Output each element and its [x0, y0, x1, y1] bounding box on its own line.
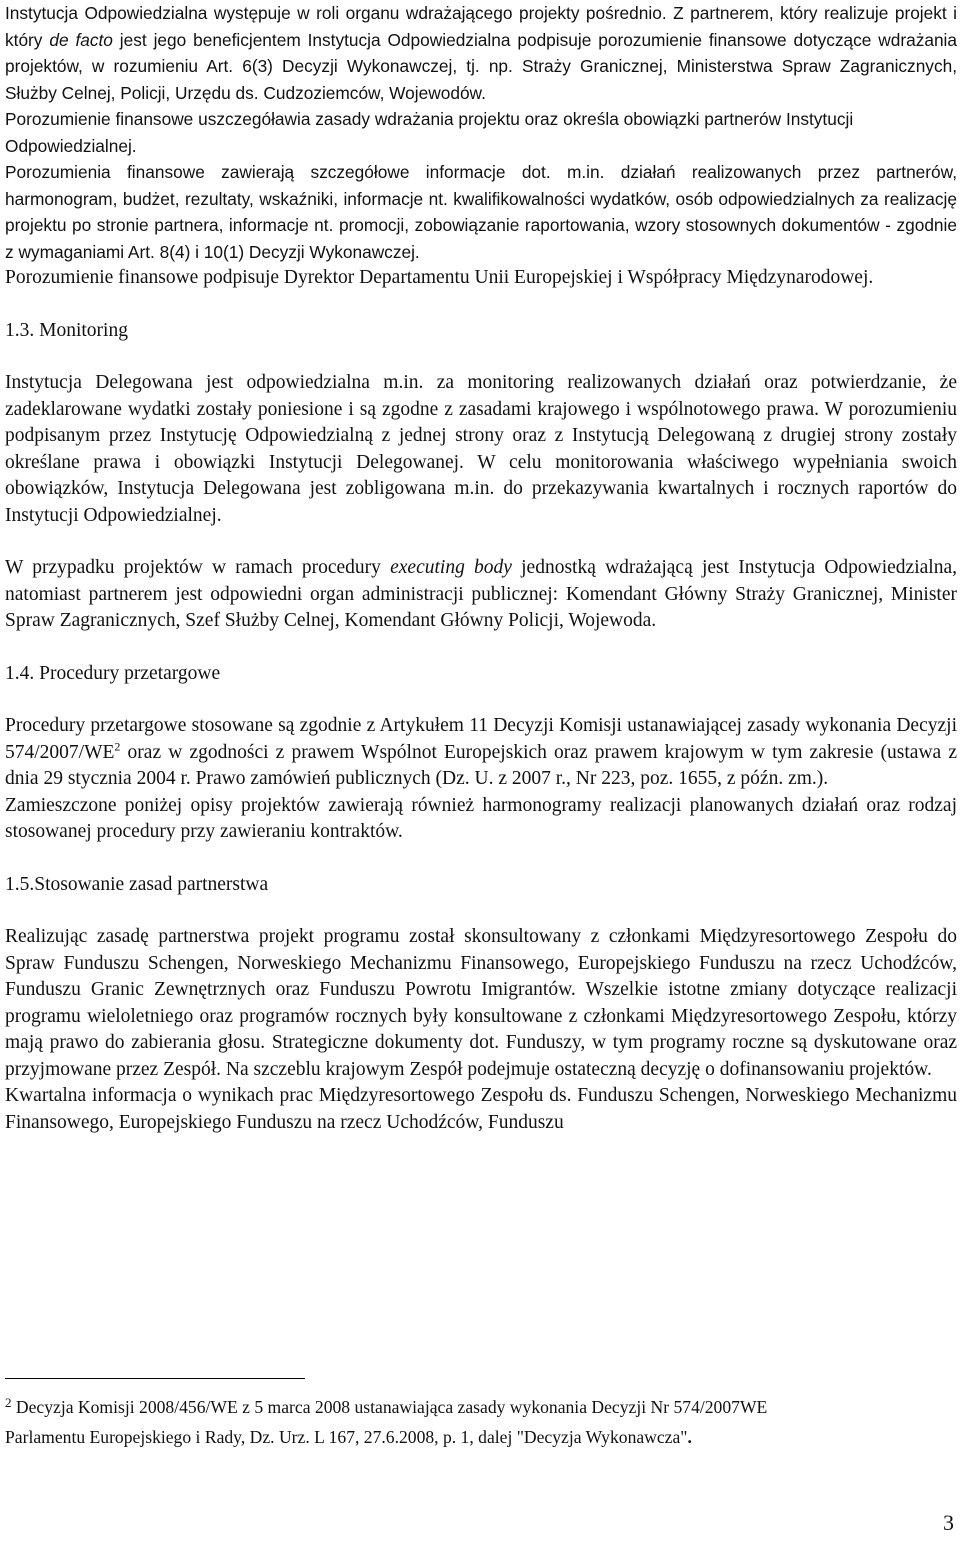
section-heading-partnership: 1.5.Stosowanie zasad partnerstwa	[5, 873, 269, 895]
monitoring-paragraph-1: Instytucja Delegowana jest odpowiedzialna m.in. za monitoring realizowanych działań oraz potwierdzanie, że zadeklarowane wydatki zostały poniesione i są zgodne z zasadami krajowego i wspólnotowego prawa. W porozumieniu podpisanym przez Instytucję Odpowiedzialną z jednej strony oraz z Instytucją Delegowaną z drugiej strony zostały określane prawa i obowiązki Instytucji Delegowanej. W celu monitorowania właściwego wypełniania swoich obowiązków, Instytucja Delegowana jest zobligowana m.in. do przekazywania kwartalnych i rocznych raportów do Instytucji Odpowiedzialnej.	[5, 372, 957, 526]
monitoring-p2-text-a: W przypadku projektów w ramach procedury	[5, 557, 391, 578]
footnote-reference: 2	[114, 739, 121, 753]
footnote-line-2	[5, 1422, 957, 1452]
monitoring-paragraph-2	[5, 555, 957, 635]
section-heading-monitoring: 1.3. Monitoring	[5, 319, 128, 341]
document-page	[5, 0, 957, 1136]
footnote-period: .	[687, 1427, 692, 1447]
monitoring-p2-text-b: jednostką wdrażającą jest Instytucja Odpowiedzialna, natomiast partnerem jest odpowiedni organ administracji publicznej: Komendant Główny Straży Granicznej, Minister Spraw Zagranicznych, Szef Służby Celnej, Komendant Główny Policji, Wojewoda.	[5, 557, 957, 631]
footnotes	[5, 1388, 957, 1452]
procurement-p1-text-b: oraz w zgodności z prawem Wspólnot Europejskich oraz prawem krajowym w tym zakresie (ustawa z dnia 29 stycznia 2004 r. Prawo zamówień publicznych (Dz. U. z 2007 r., Nr 223, poz. 1655, z późn. zm.).	[5, 741, 957, 789]
intro-p1-italic: de facto	[49, 29, 113, 50]
footnote-text-2: Parlamentu Europejskiego i Rady, Dz. Urz. L 167, 27.6.2008, p. 1, dalej "Decyzja Wykonawcza"	[5, 1427, 688, 1447]
procurement-p1-text-a: Procedury przetargowe stosowane są zgodnie z Artykułem 11 Decyzji Komisji ustanawiającej zasady wykonania Decyzji 574/2007/WE	[5, 715, 957, 763]
footnote-marker: 2	[5, 1395, 12, 1410]
intro-paragraph-1	[5, 0, 957, 106]
monitoring-p2-italic: executing body	[390, 557, 512, 578]
footnote-line-1	[5, 1388, 957, 1422]
partnership-paragraph-2: Kwartalna informacja o wynikach prac Międzyresortowego Zespołu ds. Funduszu Schengen, Norweskiego Mechanizmu Finansowego, Europejskiego Funduszu na rzecz Uchodźców, Funduszu	[5, 1085, 957, 1133]
intro-block	[5, 0, 957, 265]
footnote-text-1: Decyzja Komisji 2008/456/WE z 5 marca 2008 ustanawiająca zasady wykonania Decyzji Nr 574/2007WE	[11, 1397, 768, 1417]
partnership-paragraph-1: Realizując zasadę partnerstwa projekt programu został skonsultowany z członkami Międzyresortowego Zespołu do Spraw Funduszu Schengen, Norweskiego Mechanizmu Finansowego, Europejskiego Funduszu na rzecz Uchodźców, Funduszu Granic Zewnętrznych oraz Funduszu Powrotu Imigrantów. Wszelkie istotne zmiany dotyczące realizacji programu wieloletniego oraz programów rocznych były konsultowane z członkami Międzyresortowego Zespołu, którzy mają prawo do zabierania głosu. Strategiczne dokumenty dot. Funduszy, w tym programy roczne są dyskutowane oraz przyjmowane przez Zespół. Na szczeblu krajowym Zespół podejmuje ostateczną decyzję o dofinansowaniu projektów.	[5, 926, 957, 1080]
page-number: 3	[943, 1510, 954, 1535]
intro-paragraph-4: Porozumienie finansowe podpisuje Dyrektor Departamentu Unii Europejskiej i Współpracy Międzynarodowej.	[5, 267, 874, 288]
intro-paragraph-2: Porozumienie finansowe uszczegóławia zasady wdrażania projektu oraz określa obowiązki partnerów Instytucji Odpowiedzialnej.	[5, 109, 854, 156]
footnote-separator	[5, 1378, 305, 1379]
section-heading-procurement: 1.4. Procedury przetargowe	[5, 662, 221, 684]
procurement-paragraph-1	[5, 713, 957, 793]
intro-paragraph-3: Porozumienia finansowe zawierają szczegółowe informacje dot. m.in. działań realizowanych przez partnerów, harmonogram, budżet, rezultaty, wskaźniki, informacje nt. kwalifikowalności wydatków, osób odpowiedzialnych za realizację projektu po stronie partnera, informacje nt. promocji, zobowiązanie raportowania, wzory stosownych dokumentów - zgodnie z wymaganiami Art. 8(4) i 10(1) Decyzji Wykonawczej.	[5, 162, 957, 262]
intro-p1-text-a: Instytucja Odpowiedzialna występuje w roli organu wdrażającego projekty pośrednio. Z partnerem, który realizuje projekt i który	[5, 3, 957, 50]
intro-p1-text-b: jest jego beneficjentem Instytucja Odpowiedzialna podpisuje porozumienie finansowe dotyczące wdrażania projektów, w rozumieniu Art. 6(3) Decyzji Wykonawczej, tj. np. Straży Granicznej, Ministerstwa Spraw Zagranicznych, Służby Celnej, Policji, Urzędu ds. Cudzoziemców, Wojewodów.	[5, 29, 958, 103]
procurement-paragraph-2: Zamieszczone poniżej opisy projektów zawierają również harmonogramy realizacji planowanych działań oraz rodzaj stosowanej procedury przy zawieraniu kontraktów.	[5, 794, 957, 842]
